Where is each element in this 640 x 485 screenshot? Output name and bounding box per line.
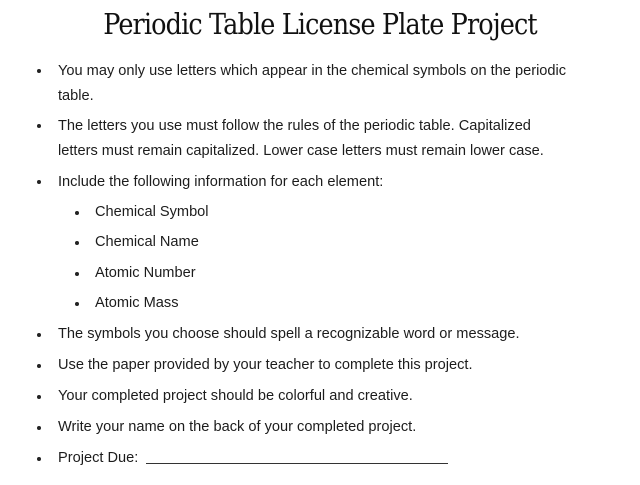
due-date-blank-line [146, 463, 448, 464]
bullet-icon [75, 241, 79, 245]
list-item-text: Use the paper provided by your teacher to complete this project. [58, 357, 473, 373]
sub-item-text: Chemical Symbol [95, 204, 209, 220]
sub-item-text: Atomic Number [95, 265, 196, 281]
bullet-icon [37, 457, 41, 461]
list-item-text: table. [58, 88, 94, 104]
bullet-icon [37, 395, 41, 399]
list-item-text: You may only use letters which appear in the chemical symbols on the periodic [58, 63, 567, 79]
list-item-text: The symbols you choose should spell a recognizable word or message. [58, 326, 520, 342]
list-item-text: The letters you use must follow the rules of the periodic table. Capitalized [58, 118, 531, 134]
bullet-icon [37, 69, 41, 73]
bullet-icon [37, 364, 41, 368]
bullet-icon [75, 302, 79, 306]
list-item-text: Your completed project should be colorful and creative. [58, 388, 413, 404]
list-item-text: Write your name on the back of your completed project. [58, 419, 417, 435]
list-item-text: letters must remain capitalized. Lower case letters must remain lower case. [58, 143, 544, 159]
sub-item-text: Atomic Mass [95, 295, 179, 311]
document-title: Periodic Table License Plate Project [103, 7, 537, 41]
project-due-label: Project Due: [58, 450, 139, 466]
list-item-text: Include the following information for each element: [58, 174, 384, 190]
bullet-icon [37, 124, 41, 128]
bullet-icon [75, 272, 79, 276]
bullet-icon [37, 333, 41, 337]
sub-item-text: Chemical Name [95, 234, 199, 250]
bullet-icon [37, 426, 41, 430]
bullet-icon [75, 211, 79, 215]
bullet-icon [37, 180, 41, 184]
